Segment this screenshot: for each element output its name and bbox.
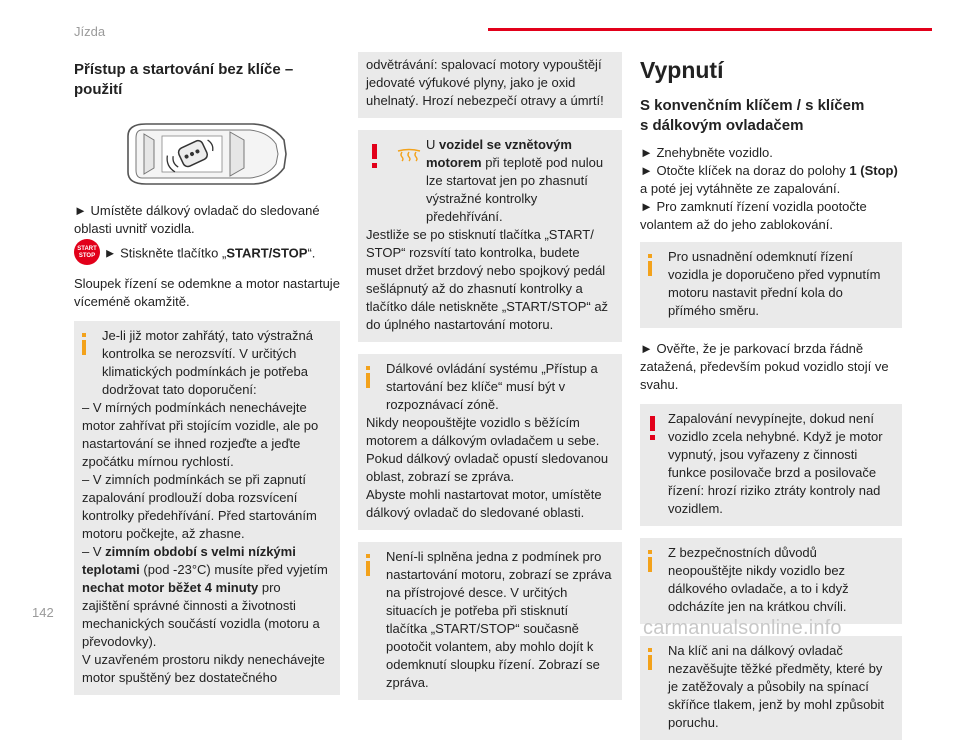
info-box-start-conditions: Není-li splněna jedna z podmínek pro nastartování motoru, zobrazí se zpráva na přístrojové desce. V určitých situacích je potřeba při stisknutí tlačítka „START/STOP“ současně pootočit volantem, aby mohlo dojít k odemknutí sloupku řízení. Zobrazí se zpráva. bbox=[358, 542, 622, 700]
section-heading: Přístup a startování bez klíče – použití bbox=[74, 61, 294, 98]
info-box-remote-zone: Dálkové ovládání systému „Přístup a startování bez klíče“ musí být v rozpoznávací zóně. Nikdy neopouštějte vozidlo s běžícím motorem a dálkovým ovladačem u sebe. Pokud dálkový ovladač opustí sledovanou oblast, zobrazí se zpráva. Abyste mohli nastartovat motor, umístěte dálkový ovladač do sledované oblasti. bbox=[358, 354, 622, 530]
info-icon bbox=[648, 648, 664, 670]
watermark: carmanualsonline.info bbox=[643, 617, 842, 639]
step-lock-steering: ► Pro zamknutí řízení vozidla pootočte volantem až do jeho zablokování. bbox=[640, 199, 867, 232]
engine-start-note: Sloupek řízení se odemkne a motor nastartuje víceméně okamžitě. bbox=[74, 276, 340, 309]
continued-box: odvětrávání: spalovací motory vypouštějí jedovaté výfukové plyny, jako je oxid uhelnatý. Hrozí nebezpečí otravy a úmrtí! bbox=[358, 52, 622, 118]
header-accent-bar bbox=[488, 28, 932, 31]
step-place-remote: ► Umístěte dálkový ovladač do sledované oblasti uvnitř vozidla. bbox=[74, 203, 320, 236]
car-keyless-illustration bbox=[122, 118, 292, 190]
subsection-title: S konvenčním klíčem / s klíčem s dálkovým ovladačem bbox=[640, 97, 865, 134]
warning-box-ignition: Zapalování nevypínejte, dokud není vozidlo zcela nehybné. Když je motor vypnutý, jsou vyřazeny z činnosti funkce posilovače brzd a posilovače řízení: hrozí riziko ztráty kontroly nad vozidlem. bbox=[640, 404, 902, 526]
info-icon bbox=[648, 254, 664, 276]
warning-box-diesel: U vozidel se vznětovým motorem při teplotě pod nulou lze startovat jen po zhasnutí výstražné kontrolky předehřívání. Jestliže se po stisknutí tlačítka „START/ STOP“ rozsvítí tato kontrolka, budete muset držet brzdový nebo spojkový pedál sešlápnutý až do zhasnutí kontrolky a tlačítko dále netiskněte „START/STOP“ až do úplného nastartování motoru. bbox=[358, 130, 622, 342]
preheat-glow-plug-icon bbox=[396, 148, 422, 167]
info-box-engine-warm: Je-li již motor zahřátý, tato výstražná kontrolka se nerozsvítí. V určitých klimatických podmínkách je potřeba dodržovat tato doporučení: – V mírných podmínkách nenechávejte motor zahřívat při stojícím vozidle, ale po nastartování se ihned rozjeďte a jeďte zpočátku mírnou rychlostí. – V zimních podmínkách se při zapnutí zapalování prodlouží doba rozsvícení kontrolky předehřívání. Před startováním motoru počkejte, až zhasne. – V zimním období s velmi nízkými teplotami (pod -23°C) musíte před vyjetím nechat motor běžet 4 minuty pro zajištění správné činnosti a životnosti mechanických součástí vozidla (motoru a převodovky). V uzavřeném prostoru nikdy nenechávejte motor spuštěný bez dostatečného bbox=[74, 321, 340, 695]
step-parking-brake: ► Ověřte, že je parkovací brzda řádně zatažená, především pokud vozidlo stojí ve svahu. bbox=[640, 341, 889, 392]
section-title: Jízda bbox=[74, 24, 106, 39]
info-icon bbox=[82, 333, 98, 355]
step-turn-key: ► Otočte klíček na doraz do polohy 1 (Stop) a poté jej vytáhněte ze zapalování. bbox=[640, 163, 898, 196]
info-box-leave-vehicle: Z bezpečnostních důvodů neopouštějte nikdy vozidlo bez dálkového ovladače, a to i když odcházíte jen na krátkou chvíli. bbox=[640, 538, 902, 624]
page-number: 142 bbox=[32, 605, 54, 620]
warning-icon bbox=[372, 144, 378, 168]
warning-icon bbox=[650, 416, 656, 440]
column-middle bbox=[358, 52, 622, 700]
column-left bbox=[74, 60, 340, 695]
start-stop-button-icon: START STOP bbox=[74, 239, 100, 265]
info-box-heavy-objects: Na klíč ani na dálkový ovladač nezavěšujte těžké předměty, které by je zatěžovaly a působily na spínací skříňce tlakem, jenž by mohl způsobit poruchu. bbox=[640, 636, 902, 740]
step-immobilize: ► Znehybněte vozidlo. bbox=[640, 145, 773, 160]
info-icon bbox=[648, 550, 664, 572]
info-box-wheels-straight: Pro usnadnění odemknutí řízení vozidla je doporučeno před vypnutím motoru nastavit přední kola do přímého směru. bbox=[640, 242, 902, 328]
info-icon bbox=[366, 554, 382, 576]
step-press-start: START STOP ► Stiskněte tlačítko „START/STOP“. bbox=[74, 241, 340, 267]
info-icon bbox=[366, 366, 382, 388]
section-title-vypnuti: Vypnutí bbox=[640, 57, 724, 83]
